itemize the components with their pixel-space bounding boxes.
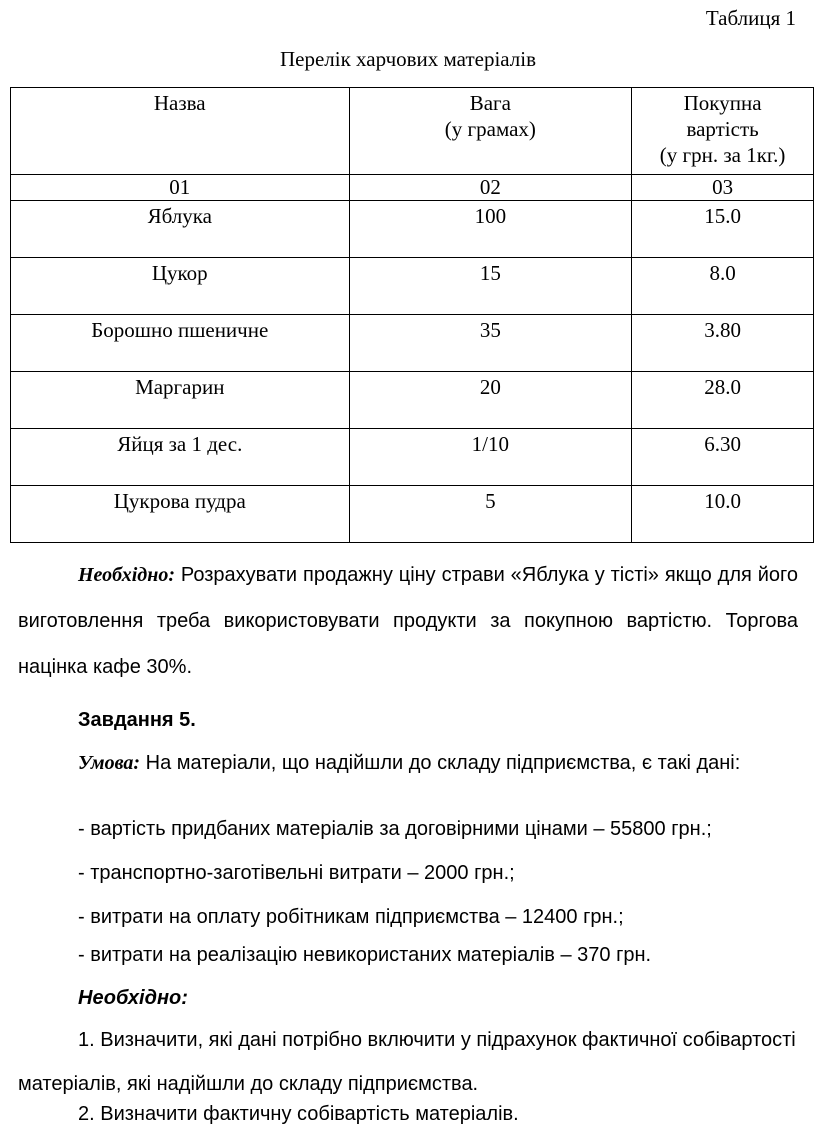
column-number: 01 xyxy=(11,175,350,201)
cell-weight: 100 xyxy=(349,201,632,258)
cell-price: 10.0 xyxy=(632,486,814,543)
task5-condition-label: Умова: xyxy=(78,752,141,774)
table-row xyxy=(11,315,814,372)
cell-name: Яйця за 1 дес. xyxy=(11,429,350,486)
cell-weight: 5 xyxy=(349,486,632,543)
task5-heading: Завдання 5. xyxy=(78,709,196,731)
task5-item: - витрати на оплату робітникам підприємства – 12400 грн.; xyxy=(78,906,624,928)
task5-step-2: 2. Визначити фактичну собівартість матеріалів. xyxy=(78,1103,519,1125)
cell-weight: 35 xyxy=(349,315,632,372)
cell-name: Яблука xyxy=(11,201,350,258)
task5-item: - витрати на реалізацію невикористаних матеріалів – 370 грн. xyxy=(78,944,652,966)
task5-item: - вартість придбаних матеріалів за договірними цінами – 55800 грн.; xyxy=(78,818,712,840)
cell-weight: 20 xyxy=(349,372,632,429)
table-header-row xyxy=(11,88,814,175)
task4-required-text: Розрахувати продажну ціну страви «Яблука у тісті» якщо для його виготовлення треба використовувати продукти за покупною вартістю. Торгова націнка кафе 30%. xyxy=(18,564,798,678)
table-row xyxy=(11,372,814,429)
column-number-row xyxy=(11,175,814,201)
cell-name: Борошно пшеничне xyxy=(11,315,350,372)
column-number: 03 xyxy=(632,175,814,201)
cell-price: 8.0 xyxy=(632,258,814,315)
cell-price: 6.30 xyxy=(632,429,814,486)
task5-condition-text: На матеріали, що надійшли до складу підприємства, є такі дані: xyxy=(140,752,741,774)
table-row xyxy=(11,201,814,258)
table-row xyxy=(11,258,814,315)
cell-price: 28.0 xyxy=(632,372,814,429)
header-name: Назва xyxy=(11,88,350,175)
table-row xyxy=(11,429,814,486)
task5-step-1: 1. Визначити, які дані потрібно включити у підрахунок фактичної собівартості матеріалів, які надійшли до складу підприємства. xyxy=(18,1029,796,1095)
cell-weight: 15 xyxy=(349,258,632,315)
header-weight: Вага (у грамах) xyxy=(349,88,632,175)
cell-price: 15.0 xyxy=(632,201,814,258)
materials-table xyxy=(10,87,814,543)
task5-condition xyxy=(78,750,778,777)
task4-paragraph xyxy=(18,552,798,690)
table-row xyxy=(11,486,814,543)
cell-price: 3.80 xyxy=(632,315,814,372)
cell-name: Маргарин xyxy=(11,372,350,429)
header-price: Покупна вартість (у грн. за 1кг.) xyxy=(632,88,814,175)
task5-required-label: Необхідно: xyxy=(78,987,188,1009)
cell-name: Цукрова пудра xyxy=(11,486,350,543)
table-caption-number: Таблиця 1 xyxy=(705,6,796,30)
column-number: 02 xyxy=(349,175,632,201)
cell-name: Цукор xyxy=(11,258,350,315)
table-title: Перелік харчових матеріалів xyxy=(279,47,537,71)
cell-weight: 1/10 xyxy=(349,429,632,486)
task4-required-label: Необхідно: xyxy=(78,564,175,586)
task5-item: - транспортно-заготівельні витрати – 2000 грн.; xyxy=(78,862,515,884)
